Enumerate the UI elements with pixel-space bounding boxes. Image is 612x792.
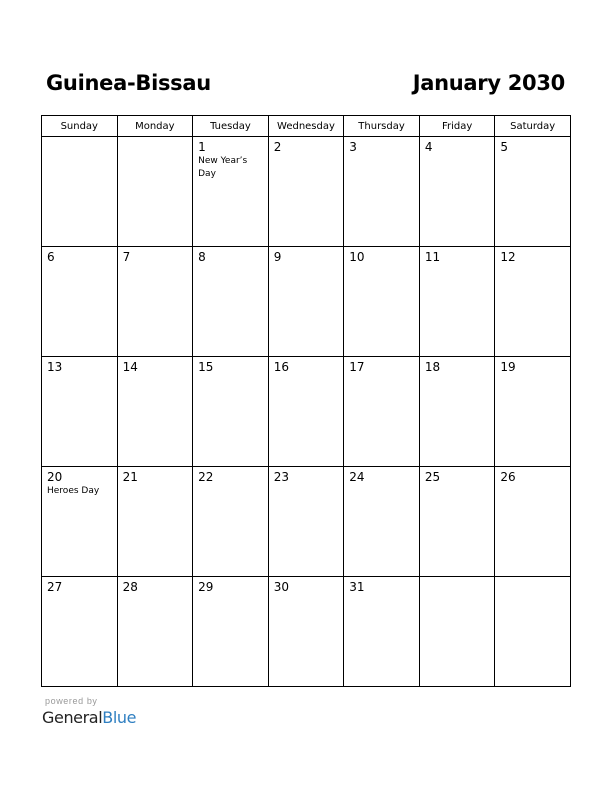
day-cell[interactable] <box>193 357 269 467</box>
day-cell[interactable] <box>117 467 193 577</box>
day-number: 19 <box>500 360 516 374</box>
day-cell[interactable] <box>419 357 495 467</box>
day-number: 13 <box>47 360 63 374</box>
day-cell[interactable] <box>117 577 193 687</box>
day-cell[interactable] <box>42 357 118 467</box>
day-cell[interactable] <box>193 467 269 577</box>
weekday-tuesday: Tuesday <box>193 116 269 137</box>
day-number: 24 <box>349 470 365 484</box>
day-cell[interactable] <box>268 467 344 577</box>
day-cell[interactable] <box>42 467 118 577</box>
day-cell[interactable] <box>495 137 571 247</box>
day-cell[interactable] <box>268 577 344 687</box>
day-number: 15 <box>198 360 214 374</box>
day-number: 12 <box>500 250 516 264</box>
week-row <box>42 357 571 467</box>
empty-day-cell <box>495 577 571 687</box>
day-number: 8 <box>198 250 206 264</box>
day-cell[interactable] <box>193 137 269 247</box>
holiday-label: Heroes Day <box>47 486 100 496</box>
day-number: 5 <box>500 140 509 154</box>
day-cell[interactable] <box>344 137 420 247</box>
empty-day-cell <box>419 577 495 687</box>
day-cell[interactable] <box>344 467 420 577</box>
day-cell[interactable] <box>42 577 118 687</box>
weekday-wednesday: Wednesday <box>268 116 344 137</box>
day-cell[interactable] <box>344 577 420 687</box>
day-number: 1 <box>198 140 206 154</box>
day-cell[interactable] <box>419 247 495 357</box>
day-cell[interactable] <box>495 467 571 577</box>
day-cell[interactable] <box>193 577 269 687</box>
day-number: 22 <box>198 470 214 484</box>
day-number: 25 <box>424 470 441 484</box>
logo-general-text: General <box>42 708 103 727</box>
day-cell[interactable] <box>419 467 495 577</box>
day-number: 4 <box>424 140 433 154</box>
empty-day-cell <box>42 137 118 247</box>
day-cell[interactable] <box>344 247 420 357</box>
day-number: 31 <box>349 580 365 594</box>
weekday-sunday: Sunday <box>42 116 118 137</box>
logo-blue-text: Blue <box>102 708 137 727</box>
week-row <box>42 577 571 687</box>
day-cell[interactable] <box>268 137 344 247</box>
day-number: 7 <box>122 250 131 264</box>
day-number: 28 <box>122 580 138 594</box>
day-number: 27 <box>47 580 63 594</box>
day-number: 17 <box>349 360 365 374</box>
day-number: 9 <box>273 250 282 264</box>
week-row <box>42 467 571 577</box>
week-row <box>42 247 571 357</box>
weekday-header-row <box>42 116 571 137</box>
day-cell[interactable] <box>268 247 344 357</box>
week-row <box>42 137 571 247</box>
day-cell[interactable] <box>344 357 420 467</box>
day-number: 14 <box>122 360 138 374</box>
day-cell[interactable] <box>495 247 571 357</box>
day-number: 10 <box>349 250 365 264</box>
month-year-title: January 2030 <box>412 71 565 95</box>
holiday-label: New Year’s Day <box>198 156 248 179</box>
day-cell[interactable] <box>268 357 344 467</box>
country-title: Guinea-Bissau <box>46 71 211 95</box>
day-number: 23 <box>273 470 289 484</box>
day-cell[interactable] <box>117 357 193 467</box>
empty-day-cell <box>117 137 193 247</box>
day-cell[interactable] <box>495 357 571 467</box>
day-cell[interactable] <box>117 247 193 357</box>
calendar-grid <box>41 115 571 687</box>
day-cell[interactable] <box>42 247 118 357</box>
day-number: 30 <box>273 580 289 594</box>
day-cell[interactable] <box>193 247 269 357</box>
day-number: 21 <box>122 470 138 484</box>
day-number: 16 <box>273 360 289 374</box>
weekday-monday: Monday <box>117 116 193 137</box>
day-number: 2 <box>273 140 282 154</box>
weekday-saturday: Saturday <box>495 116 571 137</box>
day-number: 18 <box>424 360 441 374</box>
day-cell[interactable] <box>419 137 495 247</box>
day-number: 11 <box>424 250 441 264</box>
day-number: 29 <box>198 580 214 594</box>
day-number: 6 <box>47 250 55 264</box>
day-number: 3 <box>349 140 357 154</box>
day-number: 26 <box>500 470 516 484</box>
weekday-thursday: Thursday <box>344 116 420 137</box>
weekday-friday: Friday <box>419 116 495 137</box>
generalblue-logo[interactable] <box>42 708 136 727</box>
day-number: 20 <box>47 470 63 484</box>
powered-by-label: powered by <box>45 696 98 706</box>
